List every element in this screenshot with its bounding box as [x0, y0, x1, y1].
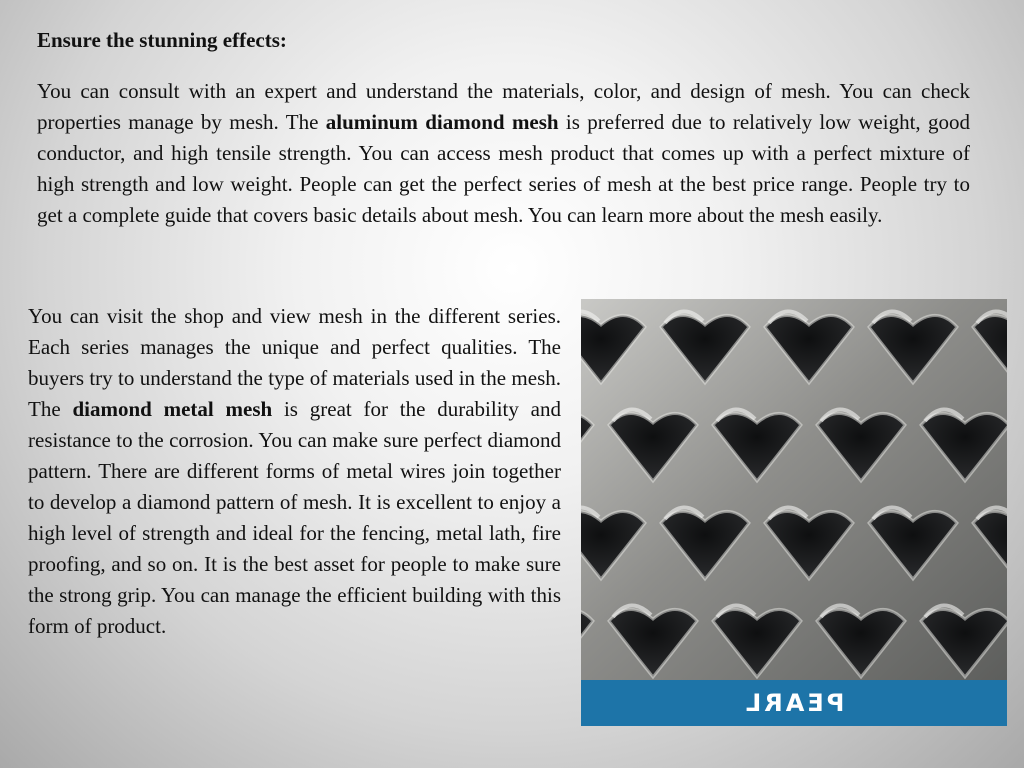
- slide-heading: Ensure the stunning effects:: [37, 28, 287, 52]
- brand-bar: [581, 680, 1007, 726]
- diamond-mesh-photo: [581, 299, 1007, 726]
- pearl-brand-logo: PEARL: [743, 689, 845, 717]
- intro-paragraph: [37, 76, 970, 231]
- aluminum-diamond-mesh-link-text: aluminum diamond mesh: [325, 110, 559, 134]
- intro-text-end: is preferred due to relatively low weight, good conductor, and high tensile strength. You can access mesh product that comes up with a perfect mixture of high strength and low weight. People can get the perfect series of mesh at the best price range. People try to get a complete guide that covers basic details about mesh. You can learn more about the mesh easily.: [37, 110, 970, 227]
- diamond-metal-mesh-text: diamond metal mesh: [72, 397, 273, 421]
- shop-text-end: is great for the durability and resistance to the corrosion. You can make sure perfect diamond pattern. There are different forms of metal wires join together to develop a diamond pattern of mesh. It is excellent to enjoy a high level of strength and ideal for the fencing, metal lath, fire proofing, and so on. It is the best asset for people to make sure the strong grip. You can manage the efficient building with this form of product.: [28, 397, 561, 638]
- mesh-pattern-image: [581, 299, 1007, 680]
- intro-text-start: You can consult with an expert and understand the materials, color, and design of mesh. You can check properties manage by mesh. The: [37, 79, 970, 134]
- shop-paragraph: [28, 301, 561, 642]
- shop-text-start: You can visit the shop and view mesh in the different series. Each series manages the unique and perfect qualities. The buyers try to understand the type of materials used in the mesh. The: [28, 304, 561, 421]
